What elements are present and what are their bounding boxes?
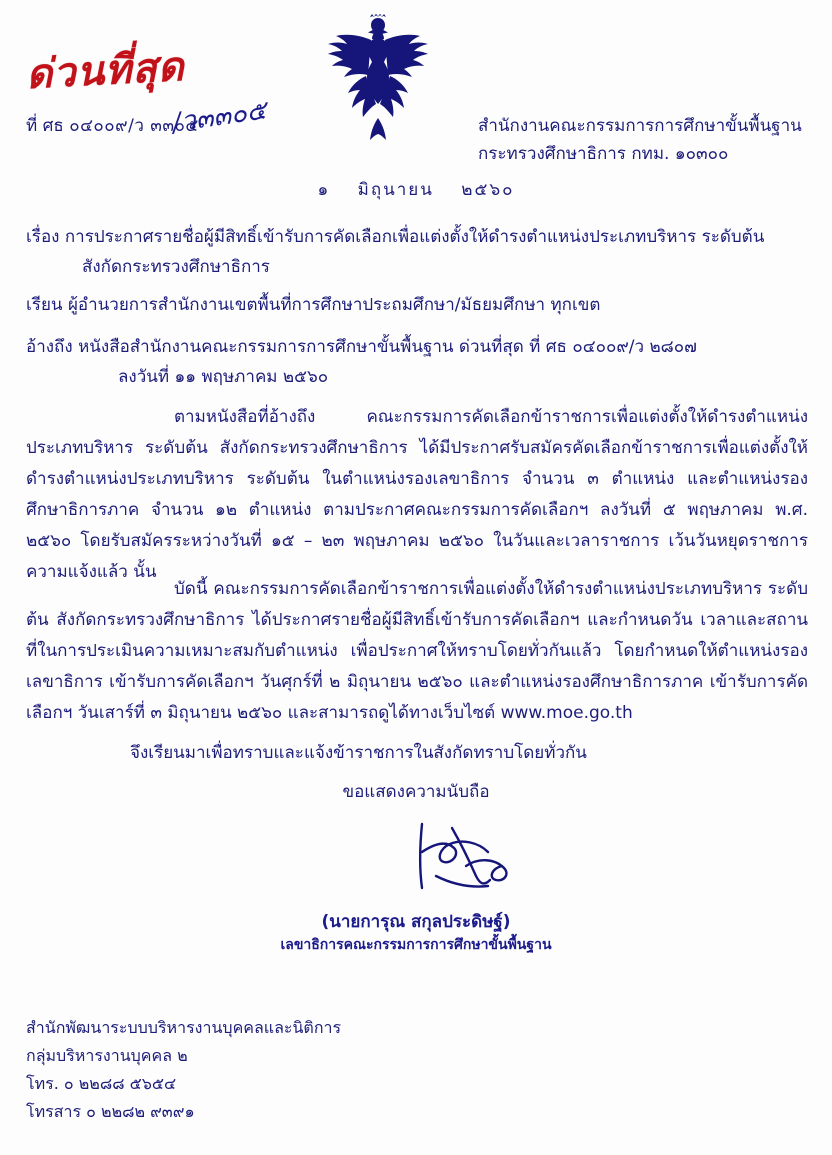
- footer-line-2: กลุ่มบริหารงานบุคคล ๒: [26, 1046, 188, 1065]
- body-paragraph-3: [26, 738, 808, 769]
- recipient-field: [26, 290, 806, 320]
- organisation-address: [478, 112, 802, 168]
- handwritten-doc-number: /ว๓๓๐๕: [170, 95, 269, 139]
- reference-field: [26, 332, 806, 392]
- subject-line-1: การประกาศรายชื่อผู้มีสิทธิ์เข้ารับการคัดเลือกเพื่อแต่งตั้งให้ดำรงตำแหน่งประเภทบริหาร ระดับต้น: [64, 227, 765, 247]
- footer-contact: [26, 1014, 341, 1126]
- document-date: [0, 176, 832, 203]
- recipient-value: ผู้อำนวยการสำนักงานเขตพื้นที่การศึกษาประถมศึกษา/มัธยมศึกษา ทุกเขต: [67, 295, 601, 315]
- paragraph-3-text: จึงเรียนมาเพื่อทราบและแจ้งข้าราชการในสังกัดทราบโดยทั่วกัน: [130, 743, 587, 763]
- signer-name: (นายการุณ สกุลประดิษฐ์): [321, 912, 511, 932]
- document-number-value: ๐๔๐๐๙/ว ๓๓๐๕: [69, 116, 199, 136]
- paragraph-2-text: บัดนี้ คณะกรรมการคัดเลือกข้าราชการเพื่อแต่งตั้งให้ดำรงตำแหน่งประเภทบริหาร ระดับต้น สังกัดกระทรวงศึกษาธิการ ได้ประกาศรายชื่อผู้มีสิทธิ์เข้ารับการคัดเลือกฯ และกำหนดวัน เวลาและสถานที่ในการประเมินความเหมาะสมกับตำแหน่ง เพื่อประกาศให้ทราบโดยทั่วกันแล้ว โดยกำหนดให้ตำแหน่งรองเลขาธิการ เข้ารับการคัดเลือกฯ วันศุกร์ที่ ๒ มิถุนายน ๒๕๖๐ และตำแหน่งรองศึกษาธิการภาค เข้ารับการคัดเลือกฯ วันเสาร์ที่ ๓ มิถุนายน ๒๕๖๐ และสามารถดูได้ทางเว็บไซต์ www.moe.go.th: [26, 579, 808, 723]
- garuda-emblem: [322, 14, 434, 144]
- date-year: ๒๕๖๐: [461, 180, 515, 200]
- recipient-label: เรียน: [26, 295, 63, 315]
- handwritten-signature: [406, 818, 526, 898]
- footer-line-4: โทรสาร ๐ ๒๒๘๒ ๙๓๙๑: [26, 1102, 195, 1121]
- date-day: ๑: [317, 180, 331, 200]
- organisation-line-2: กระทรวงศึกษาธิการ กทม. ๑๐๓๐๐: [478, 144, 729, 164]
- closing-salutation: ขอแสดงความนับถือ: [342, 782, 490, 802]
- body-paragraph-1: [26, 402, 808, 588]
- reference-label: อ้างถึง: [26, 337, 73, 357]
- subject-label: เรื่อง: [26, 227, 60, 247]
- footer-line-1: สำนักพัฒนาระบบบริหารงานบุคคลและนิติการ: [26, 1018, 342, 1037]
- urgent-stamp: ด่วนที่สุด: [24, 42, 186, 99]
- paragraph-1-text: ตามหนังสือที่อ้างถึง คณะกรรมการคัดเลือกข้าราชการเพื่อแต่งตั้งให้ดำรงตำแหน่งประเภทบริหาร ระดับต้น สังกัดกระทรวงศึกษาธิการ ได้มีประกาศรับสมัครคัดเลือกข้าราชการเพื่อแต่งตั้งให้ดำรงตำแหน่งประเภทบริหาร ระดับต้น ในตำแหน่งรองเลขาธิการ จำนวน ๓ ตำแหน่ง และตำแหน่งรองศึกษาธิการภาค จำนวน ๑๒ ตำแหน่ง ตามประกาศคณะกรรมการคัดเลือกฯ ลงวันที่ ๕ พฤษภาคม พ.ศ. ๒๕๖๐ โดยรับสมัครระหว่างวันที่ ๑๕ – ๒๓ พฤษภาคม ๒๕๖๐ ในวันและเวลาราชการ เว้นวันหยุดราชการ ความแจ้งแล้ว นั้น: [26, 407, 808, 582]
- reference-line-2: ลงวันที่ ๑๑ พฤษภาคม ๒๕๖๐: [118, 367, 329, 387]
- document-number-label: ที่ ศธ: [26, 116, 64, 136]
- signer-title: เลขาธิการคณะกรรมการการศึกษาขั้นพื้นฐาน: [280, 937, 552, 953]
- footer-line-3: โทร. ๐ ๒๒๘๘ ๕๖๕๔: [26, 1074, 177, 1093]
- subject-line-2: สังกัดกระทรวงศึกษาธิการ: [82, 257, 270, 277]
- body-paragraph-2: [26, 574, 808, 729]
- date-month: มิถุนายน: [357, 180, 434, 200]
- subject-field: [26, 222, 806, 282]
- reference-line-1: หนังสือสำนักงานคณะกรรมการการศึกษาขั้นพื้นฐาน ด่วนที่สุด ที่ ศธ ๐๔๐๐๙/ว ๒๘๐๗: [78, 337, 697, 357]
- organisation-line-1: สำนักงานคณะกรรมการการศึกษาขั้นพื้นฐาน: [478, 116, 802, 136]
